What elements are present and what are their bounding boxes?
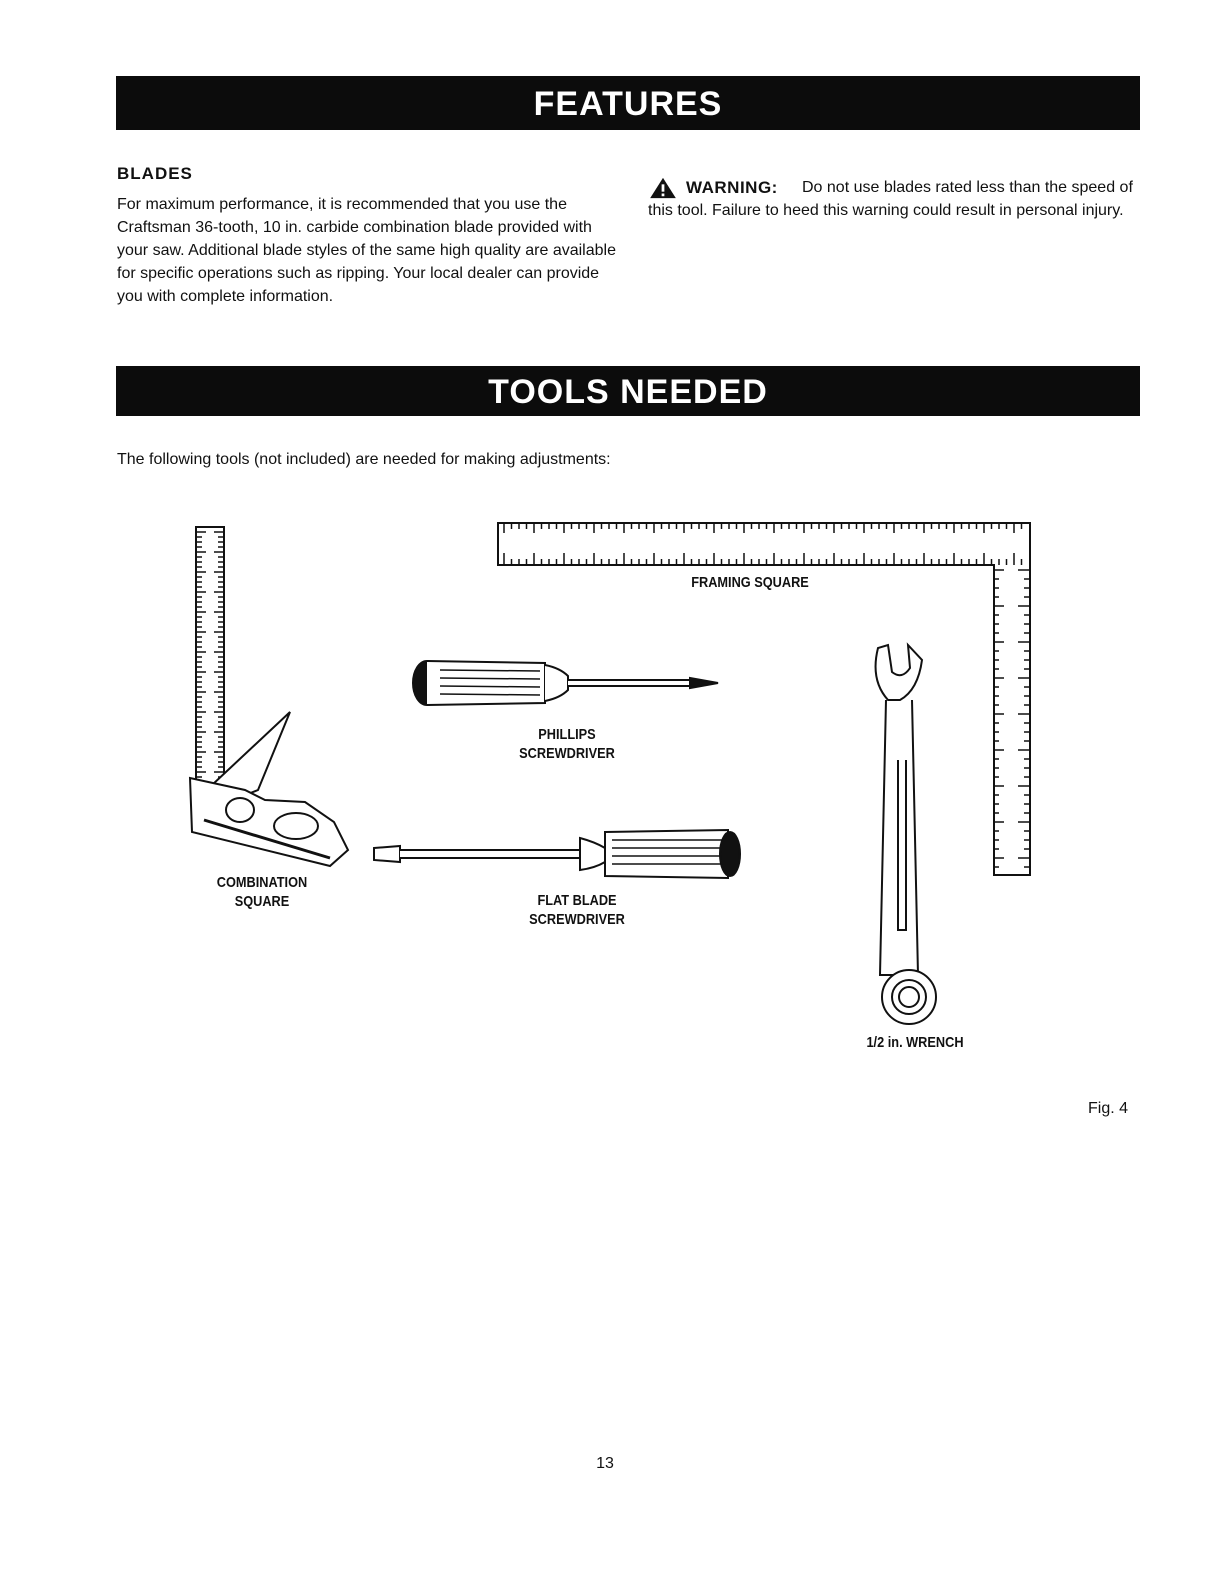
page-number: 13	[596, 1455, 614, 1472]
blades-paragraph: For maximum performance, it is recommended that you use the Craftsman 36-tooth, 10 in. carbide combination blade provided with your saw. Additional blade styles of the same high quality are available for specific operations such as ripping. Your local dealer can provide you with complete information.	[117, 196, 616, 305]
phillips-label-line1: PHILLIPS	[538, 726, 596, 743]
phillips-screwdriver-drawing	[413, 661, 718, 705]
wrench-drawing	[876, 645, 936, 1024]
phillips-label	[482, 725, 652, 763]
flat-label-line1: FLAT BLADE	[537, 892, 617, 909]
warning-text: Do not use blades rated less than the speed of this tool. Failure to heed this warning could result in personal injury.	[648, 179, 1133, 219]
flat-blade-label	[492, 891, 662, 929]
warning-label: WARNING:	[686, 178, 778, 197]
tools-title: TOOLS NEEDED	[488, 373, 768, 411]
phillips-label-line2: SCREWDRIVER	[519, 745, 615, 762]
figure-label: Fig. 4	[1088, 1100, 1129, 1117]
framing-square-label: FRAMING SQUARE	[691, 574, 809, 591]
combination-square-label	[177, 873, 347, 911]
flat-label-line2: SCREWDRIVER	[529, 911, 625, 928]
features-title: FEATURES	[533, 85, 723, 123]
combination-label-line1: COMBINATION	[216, 874, 308, 891]
combination-label-line2: SQUARE	[234, 893, 290, 910]
combination-square-drawing	[190, 527, 348, 866]
blades-heading: BLADES	[117, 164, 193, 183]
flat-screwdriver-drawing	[374, 830, 740, 878]
wrench-label: 1/2 in. WRENCH	[866, 1034, 964, 1051]
tools-intro: The following tools (not included) are needed for making adjustments:	[117, 451, 611, 468]
